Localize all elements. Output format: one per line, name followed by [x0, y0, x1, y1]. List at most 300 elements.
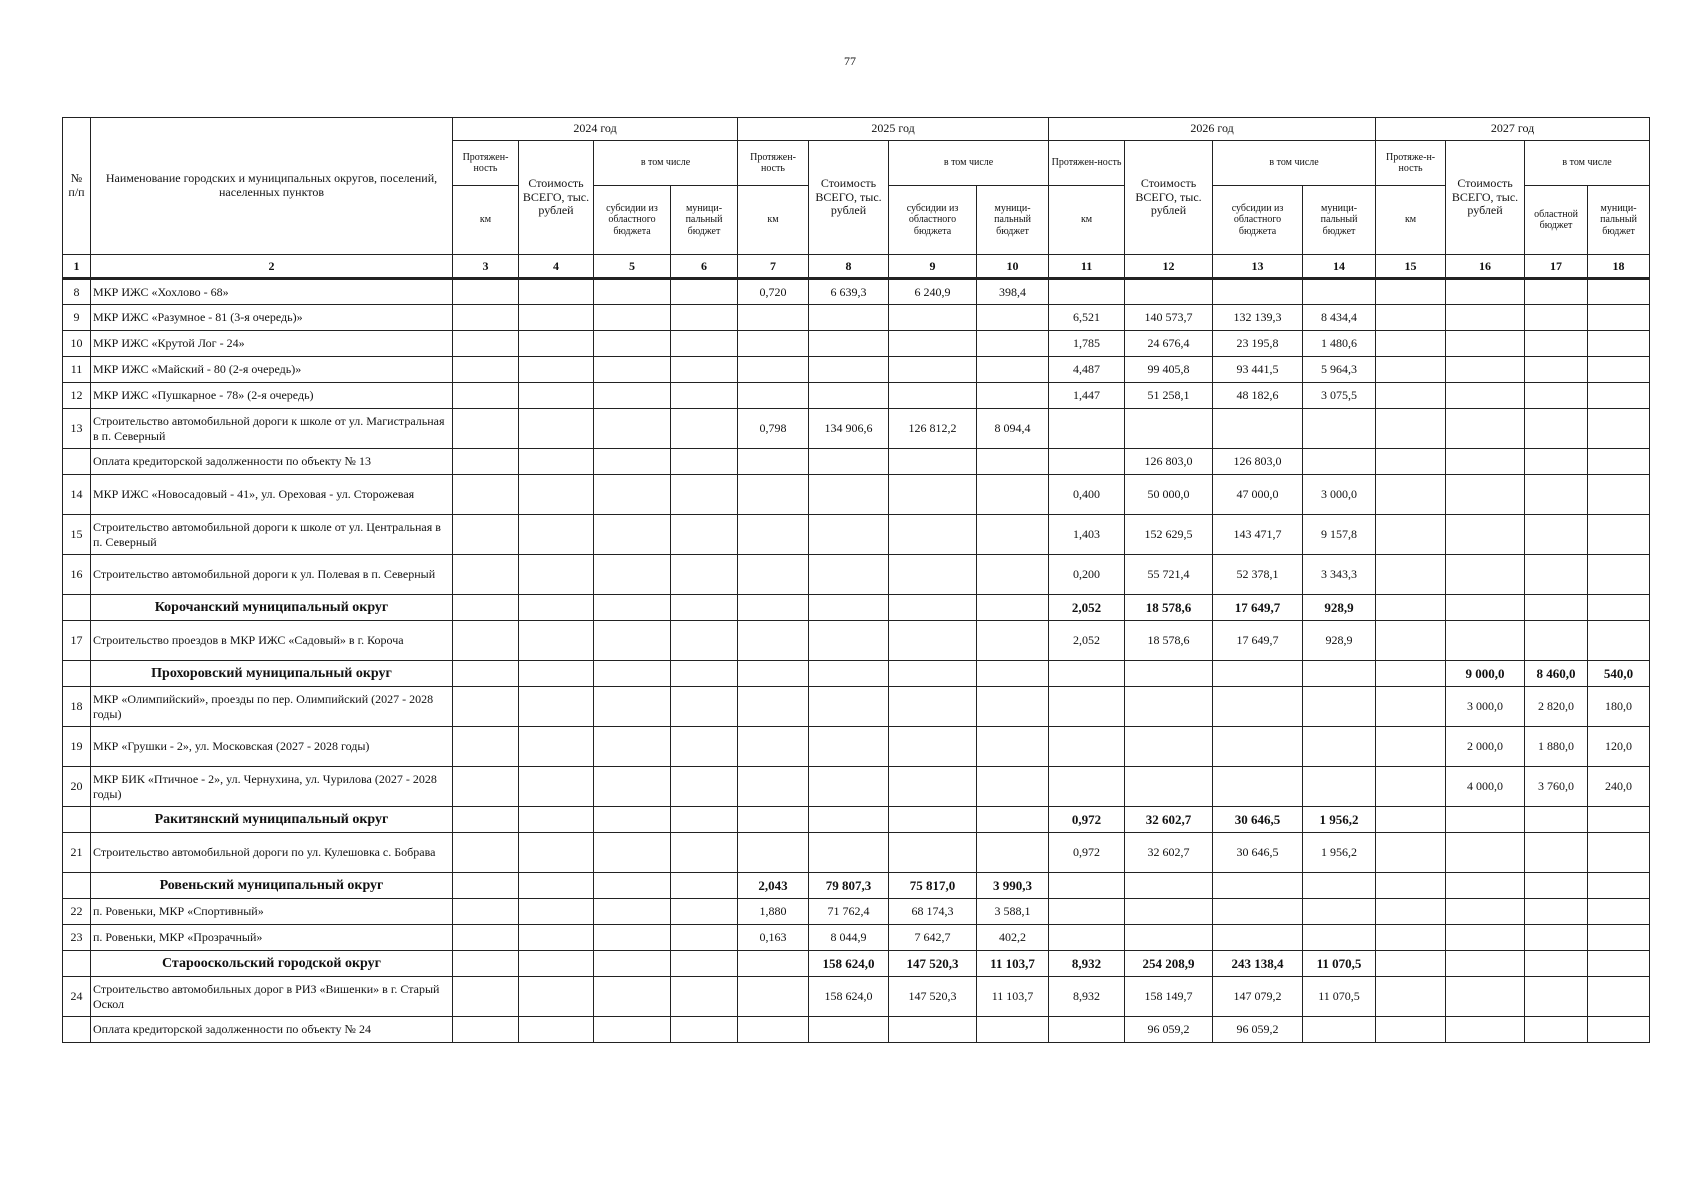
- value-cell: 96 059,2: [1213, 1017, 1303, 1043]
- value-cell: [738, 977, 809, 1017]
- value-cell: [809, 357, 889, 383]
- value-cell: [1588, 383, 1650, 409]
- value-cell: [453, 595, 519, 621]
- value-cell: 50 000,0: [1125, 475, 1213, 515]
- value-cell: [453, 899, 519, 925]
- value-cell: 5 964,3: [1303, 357, 1376, 383]
- value-cell: [809, 595, 889, 621]
- value-cell: 2,052: [1049, 621, 1125, 661]
- value-cell: [809, 449, 889, 475]
- value-cell: [1049, 925, 1125, 951]
- column-number: 9: [889, 255, 977, 279]
- column-number: 3: [453, 255, 519, 279]
- value-cell: 8 434,4: [1303, 305, 1376, 331]
- value-cell: [1525, 383, 1588, 409]
- km-header: км: [1376, 186, 1446, 255]
- object-name: Строительство автомобильной дороги к школе от ул. Центральная в п. Северный: [91, 515, 453, 555]
- value-cell: 158 624,0: [809, 977, 889, 1017]
- table-row: [63, 899, 1650, 925]
- value-cell: 0,720: [738, 279, 809, 305]
- value-cell: [453, 661, 519, 687]
- value-cell: [1125, 687, 1213, 727]
- value-cell: [1125, 873, 1213, 899]
- value-cell: [1446, 899, 1525, 925]
- value-cell: 147 520,3: [889, 951, 977, 977]
- value-cell: [594, 1017, 671, 1043]
- value-cell: [594, 621, 671, 661]
- value-cell: [1376, 873, 1446, 899]
- value-cell: [1525, 305, 1588, 331]
- value-cell: [671, 833, 738, 873]
- row-number: [63, 951, 91, 977]
- value-cell: [1303, 873, 1376, 899]
- value-cell: [1588, 621, 1650, 661]
- value-cell: [519, 555, 594, 595]
- group-row: [63, 595, 1650, 621]
- value-cell: 147 079,2: [1213, 977, 1303, 1017]
- value-cell: [1376, 555, 1446, 595]
- row-number: 8: [63, 279, 91, 305]
- value-cell: [453, 409, 519, 449]
- value-cell: [453, 977, 519, 1017]
- value-cell: [671, 1017, 738, 1043]
- object-name: МКР ИЖС «Разумное - 81 (3-я очередь)»: [91, 305, 453, 331]
- value-cell: [1525, 475, 1588, 515]
- value-cell: 3 000,0: [1303, 475, 1376, 515]
- value-cell: [519, 409, 594, 449]
- value-cell: [1446, 409, 1525, 449]
- value-cell: 11 103,7: [977, 951, 1049, 977]
- object-name: МКР ИЖС «Майский - 80 (2-я очередь)»: [91, 357, 453, 383]
- value-cell: 4 000,0: [1446, 767, 1525, 807]
- value-cell: [453, 833, 519, 873]
- value-cell: [738, 1017, 809, 1043]
- district-name: Ракитянский муниципальный округ: [91, 807, 453, 833]
- row-number: 15: [63, 515, 91, 555]
- value-cell: [738, 687, 809, 727]
- value-cell: [1376, 279, 1446, 305]
- value-cell: [809, 687, 889, 727]
- value-cell: 126 803,0: [1213, 449, 1303, 475]
- column-number: 16: [1446, 255, 1525, 279]
- value-cell: [889, 383, 977, 409]
- value-cell: [671, 595, 738, 621]
- value-cell: [809, 555, 889, 595]
- value-cell: [594, 977, 671, 1017]
- value-cell: 3 000,0: [1446, 687, 1525, 727]
- value-cell: [519, 925, 594, 951]
- value-cell: [1588, 515, 1650, 555]
- value-cell: [594, 767, 671, 807]
- row-number: 21: [63, 833, 91, 873]
- value-cell: [594, 899, 671, 925]
- value-cell: 0,163: [738, 925, 809, 951]
- value-cell: 243 138,4: [1213, 951, 1303, 977]
- value-cell: 75 817,0: [889, 873, 977, 899]
- object-name: Строительство автомобильных дорог в РИЗ «Вишенки» в г. Старый Оскол: [91, 977, 453, 1017]
- value-cell: [1376, 807, 1446, 833]
- column-number: 4: [519, 255, 594, 279]
- value-cell: [889, 767, 977, 807]
- object-name: Оплата кредиторской задолженности по объекту № 24: [91, 1017, 453, 1043]
- value-cell: 1 480,6: [1303, 331, 1376, 357]
- value-cell: [1446, 331, 1525, 357]
- value-cell: 134 906,6: [809, 409, 889, 449]
- value-cell: [519, 383, 594, 409]
- value-cell: [809, 767, 889, 807]
- value-cell: [889, 555, 977, 595]
- value-cell: [1525, 409, 1588, 449]
- value-cell: 8 044,9: [809, 925, 889, 951]
- object-name: п. Ровеньки, МКР «Прозрачный»: [91, 925, 453, 951]
- value-cell: [1525, 873, 1588, 899]
- value-cell: [1125, 925, 1213, 951]
- value-cell: [1125, 279, 1213, 305]
- value-cell: 143 471,7: [1213, 515, 1303, 555]
- value-cell: [809, 807, 889, 833]
- value-cell: [1376, 331, 1446, 357]
- table-row: [63, 977, 1650, 1017]
- value-cell: 928,9: [1303, 621, 1376, 661]
- value-cell: [1376, 951, 1446, 977]
- value-cell: [453, 873, 519, 899]
- table-row: [63, 331, 1650, 357]
- group-row: [63, 807, 1650, 833]
- value-cell: 9 157,8: [1303, 515, 1376, 555]
- value-cell: [1588, 873, 1650, 899]
- including-header: в том числе: [1213, 141, 1376, 186]
- value-cell: [671, 305, 738, 331]
- column-number: 12: [1125, 255, 1213, 279]
- value-cell: [809, 621, 889, 661]
- value-cell: [453, 687, 519, 727]
- object-name: Строительство автомобильной дороги к школе от ул. Магистральная в п. Северный: [91, 409, 453, 449]
- value-cell: [889, 331, 977, 357]
- length-header: Протяжен-ность: [453, 141, 519, 186]
- value-cell: [519, 515, 594, 555]
- value-cell: 147 520,3: [889, 977, 977, 1017]
- value-cell: [1446, 555, 1525, 595]
- row-number: [63, 661, 91, 687]
- value-cell: [1303, 279, 1376, 305]
- value-cell: 6 240,9: [889, 279, 977, 305]
- value-cell: [1049, 873, 1125, 899]
- value-cell: 47 000,0: [1213, 475, 1303, 515]
- value-cell: [671, 925, 738, 951]
- km-header: км: [453, 186, 519, 255]
- value-cell: [453, 383, 519, 409]
- value-cell: [1525, 595, 1588, 621]
- value-cell: [453, 279, 519, 305]
- value-cell: [1525, 555, 1588, 595]
- value-cell: [671, 515, 738, 555]
- value-cell: [1376, 977, 1446, 1017]
- cost-header: Стоимость ВСЕГО, тыс. рублей: [1446, 141, 1525, 255]
- value-cell: [594, 409, 671, 449]
- value-cell: [809, 1017, 889, 1043]
- value-cell: [671, 475, 738, 515]
- value-cell: 6 639,3: [809, 279, 889, 305]
- year-2027-header: 2027 год: [1376, 118, 1650, 141]
- value-cell: [1213, 661, 1303, 687]
- value-cell: [738, 807, 809, 833]
- value-cell: [519, 727, 594, 767]
- value-cell: 140 573,7: [1125, 305, 1213, 331]
- value-cell: 11 070,5: [1303, 951, 1376, 977]
- value-cell: [809, 833, 889, 873]
- value-cell: 9 000,0: [1446, 661, 1525, 687]
- value-cell: [1446, 1017, 1525, 1043]
- value-cell: 8 094,4: [977, 409, 1049, 449]
- row-number: 9: [63, 305, 91, 331]
- table-row: [63, 515, 1650, 555]
- value-cell: 126 803,0: [1125, 449, 1213, 475]
- value-cell: [453, 727, 519, 767]
- value-cell: [519, 951, 594, 977]
- value-cell: [889, 621, 977, 661]
- column-number: 13: [1213, 255, 1303, 279]
- row-number: 17: [63, 621, 91, 661]
- value-cell: 928,9: [1303, 595, 1376, 621]
- value-cell: [519, 305, 594, 331]
- value-cell: 0,200: [1049, 555, 1125, 595]
- district-name: Ровеньский муниципальный округ: [91, 873, 453, 899]
- value-cell: [594, 925, 671, 951]
- value-cell: [809, 515, 889, 555]
- value-cell: [1376, 475, 1446, 515]
- value-cell: [1446, 449, 1525, 475]
- municipal-header: муници-пальный бюджет: [671, 186, 738, 255]
- district-name: Корочанский муниципальный округ: [91, 595, 453, 621]
- value-cell: [889, 515, 977, 555]
- table-row: [63, 357, 1650, 383]
- value-cell: 93 441,5: [1213, 357, 1303, 383]
- group-row: [63, 661, 1650, 687]
- value-cell: [594, 475, 671, 515]
- value-cell: [1049, 899, 1125, 925]
- value-cell: [519, 899, 594, 925]
- value-cell: [1588, 899, 1650, 925]
- value-cell: [453, 807, 519, 833]
- km-header: км: [1049, 186, 1125, 255]
- value-cell: [1303, 661, 1376, 687]
- value-cell: [1303, 925, 1376, 951]
- value-cell: [453, 951, 519, 977]
- column-number: 8: [809, 255, 889, 279]
- value-cell: [1588, 331, 1650, 357]
- municipal-header: муници-пальный бюджет: [1303, 186, 1376, 255]
- value-cell: [1588, 925, 1650, 951]
- value-cell: 79 807,3: [809, 873, 889, 899]
- table-header: [63, 118, 1650, 255]
- value-cell: 1,880: [738, 899, 809, 925]
- column-number: 17: [1525, 255, 1588, 279]
- row-number: 10: [63, 331, 91, 357]
- value-cell: 32 602,7: [1125, 807, 1213, 833]
- value-cell: 254 208,9: [1125, 951, 1213, 977]
- value-cell: [671, 449, 738, 475]
- value-cell: [809, 305, 889, 331]
- value-cell: [594, 357, 671, 383]
- value-cell: [1525, 515, 1588, 555]
- value-cell: [1588, 595, 1650, 621]
- value-cell: [1588, 833, 1650, 873]
- value-cell: 398,4: [977, 279, 1049, 305]
- value-cell: [594, 833, 671, 873]
- value-cell: 0,400: [1049, 475, 1125, 515]
- value-cell: 3 990,3: [977, 873, 1049, 899]
- row-number: [63, 1017, 91, 1043]
- value-cell: [1213, 873, 1303, 899]
- value-cell: [519, 873, 594, 899]
- value-cell: [889, 687, 977, 727]
- value-cell: [1525, 977, 1588, 1017]
- value-cell: 126 812,2: [889, 409, 977, 449]
- row-number: 13: [63, 409, 91, 449]
- row-number: 19: [63, 727, 91, 767]
- value-cell: [809, 475, 889, 515]
- value-cell: [1213, 409, 1303, 449]
- row-number: [63, 449, 91, 475]
- value-cell: 1 956,2: [1303, 807, 1376, 833]
- value-cell: [671, 383, 738, 409]
- value-cell: [1446, 951, 1525, 977]
- value-cell: [809, 331, 889, 357]
- value-cell: [889, 661, 977, 687]
- value-cell: [738, 833, 809, 873]
- col-name-header: Наименование городских и муниципальных округов, поселений, населенных пунктов: [91, 118, 453, 255]
- row-number: 20: [63, 767, 91, 807]
- value-cell: [889, 727, 977, 767]
- value-cell: 158 624,0: [809, 951, 889, 977]
- value-cell: 24 676,4: [1125, 331, 1213, 357]
- value-cell: [1125, 899, 1213, 925]
- value-cell: [1303, 727, 1376, 767]
- value-cell: [1049, 409, 1125, 449]
- column-number: 18: [1588, 255, 1650, 279]
- value-cell: [453, 305, 519, 331]
- value-cell: 132 139,3: [1213, 305, 1303, 331]
- value-cell: 11 070,5: [1303, 977, 1376, 1017]
- value-cell: [671, 977, 738, 1017]
- value-cell: [1525, 807, 1588, 833]
- table-row: [63, 555, 1650, 595]
- value-cell: [1376, 383, 1446, 409]
- value-cell: [594, 279, 671, 305]
- value-cell: [1446, 807, 1525, 833]
- table-row: [63, 409, 1650, 449]
- table-row: [63, 621, 1650, 661]
- value-cell: [1376, 661, 1446, 687]
- value-cell: [1303, 899, 1376, 925]
- value-cell: 120,0: [1588, 727, 1650, 767]
- value-cell: [738, 661, 809, 687]
- value-cell: [1446, 279, 1525, 305]
- cost-header: Стоимость ВСЕГО, тыс. рублей: [1125, 141, 1213, 255]
- value-cell: [1049, 1017, 1125, 1043]
- value-cell: [1446, 873, 1525, 899]
- object-name: МКР ИЖС «Хохлово - 68»: [91, 279, 453, 305]
- row-number: 12: [63, 383, 91, 409]
- value-cell: [1588, 357, 1650, 383]
- value-cell: [1376, 899, 1446, 925]
- value-cell: 11 103,7: [977, 977, 1049, 1017]
- value-cell: [1446, 925, 1525, 951]
- value-cell: [1213, 727, 1303, 767]
- value-cell: [453, 621, 519, 661]
- year-2024-header: 2024 год: [453, 118, 738, 141]
- value-cell: [1049, 727, 1125, 767]
- value-cell: 1,785: [1049, 331, 1125, 357]
- value-cell: [977, 687, 1049, 727]
- row-number: 23: [63, 925, 91, 951]
- value-cell: 3 588,1: [977, 899, 1049, 925]
- value-cell: [977, 383, 1049, 409]
- object-name: МКР БИК «Птичное - 2», ул. Чернухина, ул. Чурилова (2027 - 2028 годы): [91, 767, 453, 807]
- value-cell: [1525, 833, 1588, 873]
- value-cell: [1049, 661, 1125, 687]
- value-cell: 3 760,0: [1525, 767, 1588, 807]
- value-cell: [1588, 555, 1650, 595]
- value-cell: 52 378,1: [1213, 555, 1303, 595]
- value-cell: [1049, 687, 1125, 727]
- value-cell: 2 000,0: [1446, 727, 1525, 767]
- value-cell: [519, 279, 594, 305]
- column-number: 7: [738, 255, 809, 279]
- value-cell: [519, 449, 594, 475]
- value-cell: [1376, 767, 1446, 807]
- row-number: 22: [63, 899, 91, 925]
- value-cell: 96 059,2: [1125, 1017, 1213, 1043]
- value-cell: [1376, 409, 1446, 449]
- value-cell: [1125, 661, 1213, 687]
- value-cell: [594, 449, 671, 475]
- regional-header: областной бюджет: [1525, 186, 1588, 255]
- value-cell: [738, 951, 809, 977]
- value-cell: [594, 727, 671, 767]
- value-cell: 51 258,1: [1125, 383, 1213, 409]
- value-cell: [889, 357, 977, 383]
- value-cell: [453, 449, 519, 475]
- value-cell: [1303, 1017, 1376, 1043]
- value-cell: [453, 925, 519, 951]
- value-cell: 1,403: [1049, 515, 1125, 555]
- value-cell: 23 195,8: [1213, 331, 1303, 357]
- value-cell: [1049, 449, 1125, 475]
- year-2025-header: 2025 год: [738, 118, 1049, 141]
- value-cell: [671, 873, 738, 899]
- table-body: [63, 255, 1650, 1043]
- value-cell: [1125, 727, 1213, 767]
- value-cell: [519, 357, 594, 383]
- value-cell: [1213, 279, 1303, 305]
- value-cell: [594, 951, 671, 977]
- value-cell: [1525, 279, 1588, 305]
- table-row: [63, 687, 1650, 727]
- row-number: 16: [63, 555, 91, 595]
- value-cell: [519, 767, 594, 807]
- value-cell: [1376, 515, 1446, 555]
- row-number: 14: [63, 475, 91, 515]
- district-name: Старооскольский городской округ: [91, 951, 453, 977]
- value-cell: [519, 595, 594, 621]
- value-cell: [519, 833, 594, 873]
- table-row: [63, 449, 1650, 475]
- municipal-header: муници-пальный бюджет: [977, 186, 1049, 255]
- value-cell: [738, 449, 809, 475]
- object-name: Оплата кредиторской задолженности по объекту № 13: [91, 449, 453, 475]
- value-cell: 180,0: [1588, 687, 1650, 727]
